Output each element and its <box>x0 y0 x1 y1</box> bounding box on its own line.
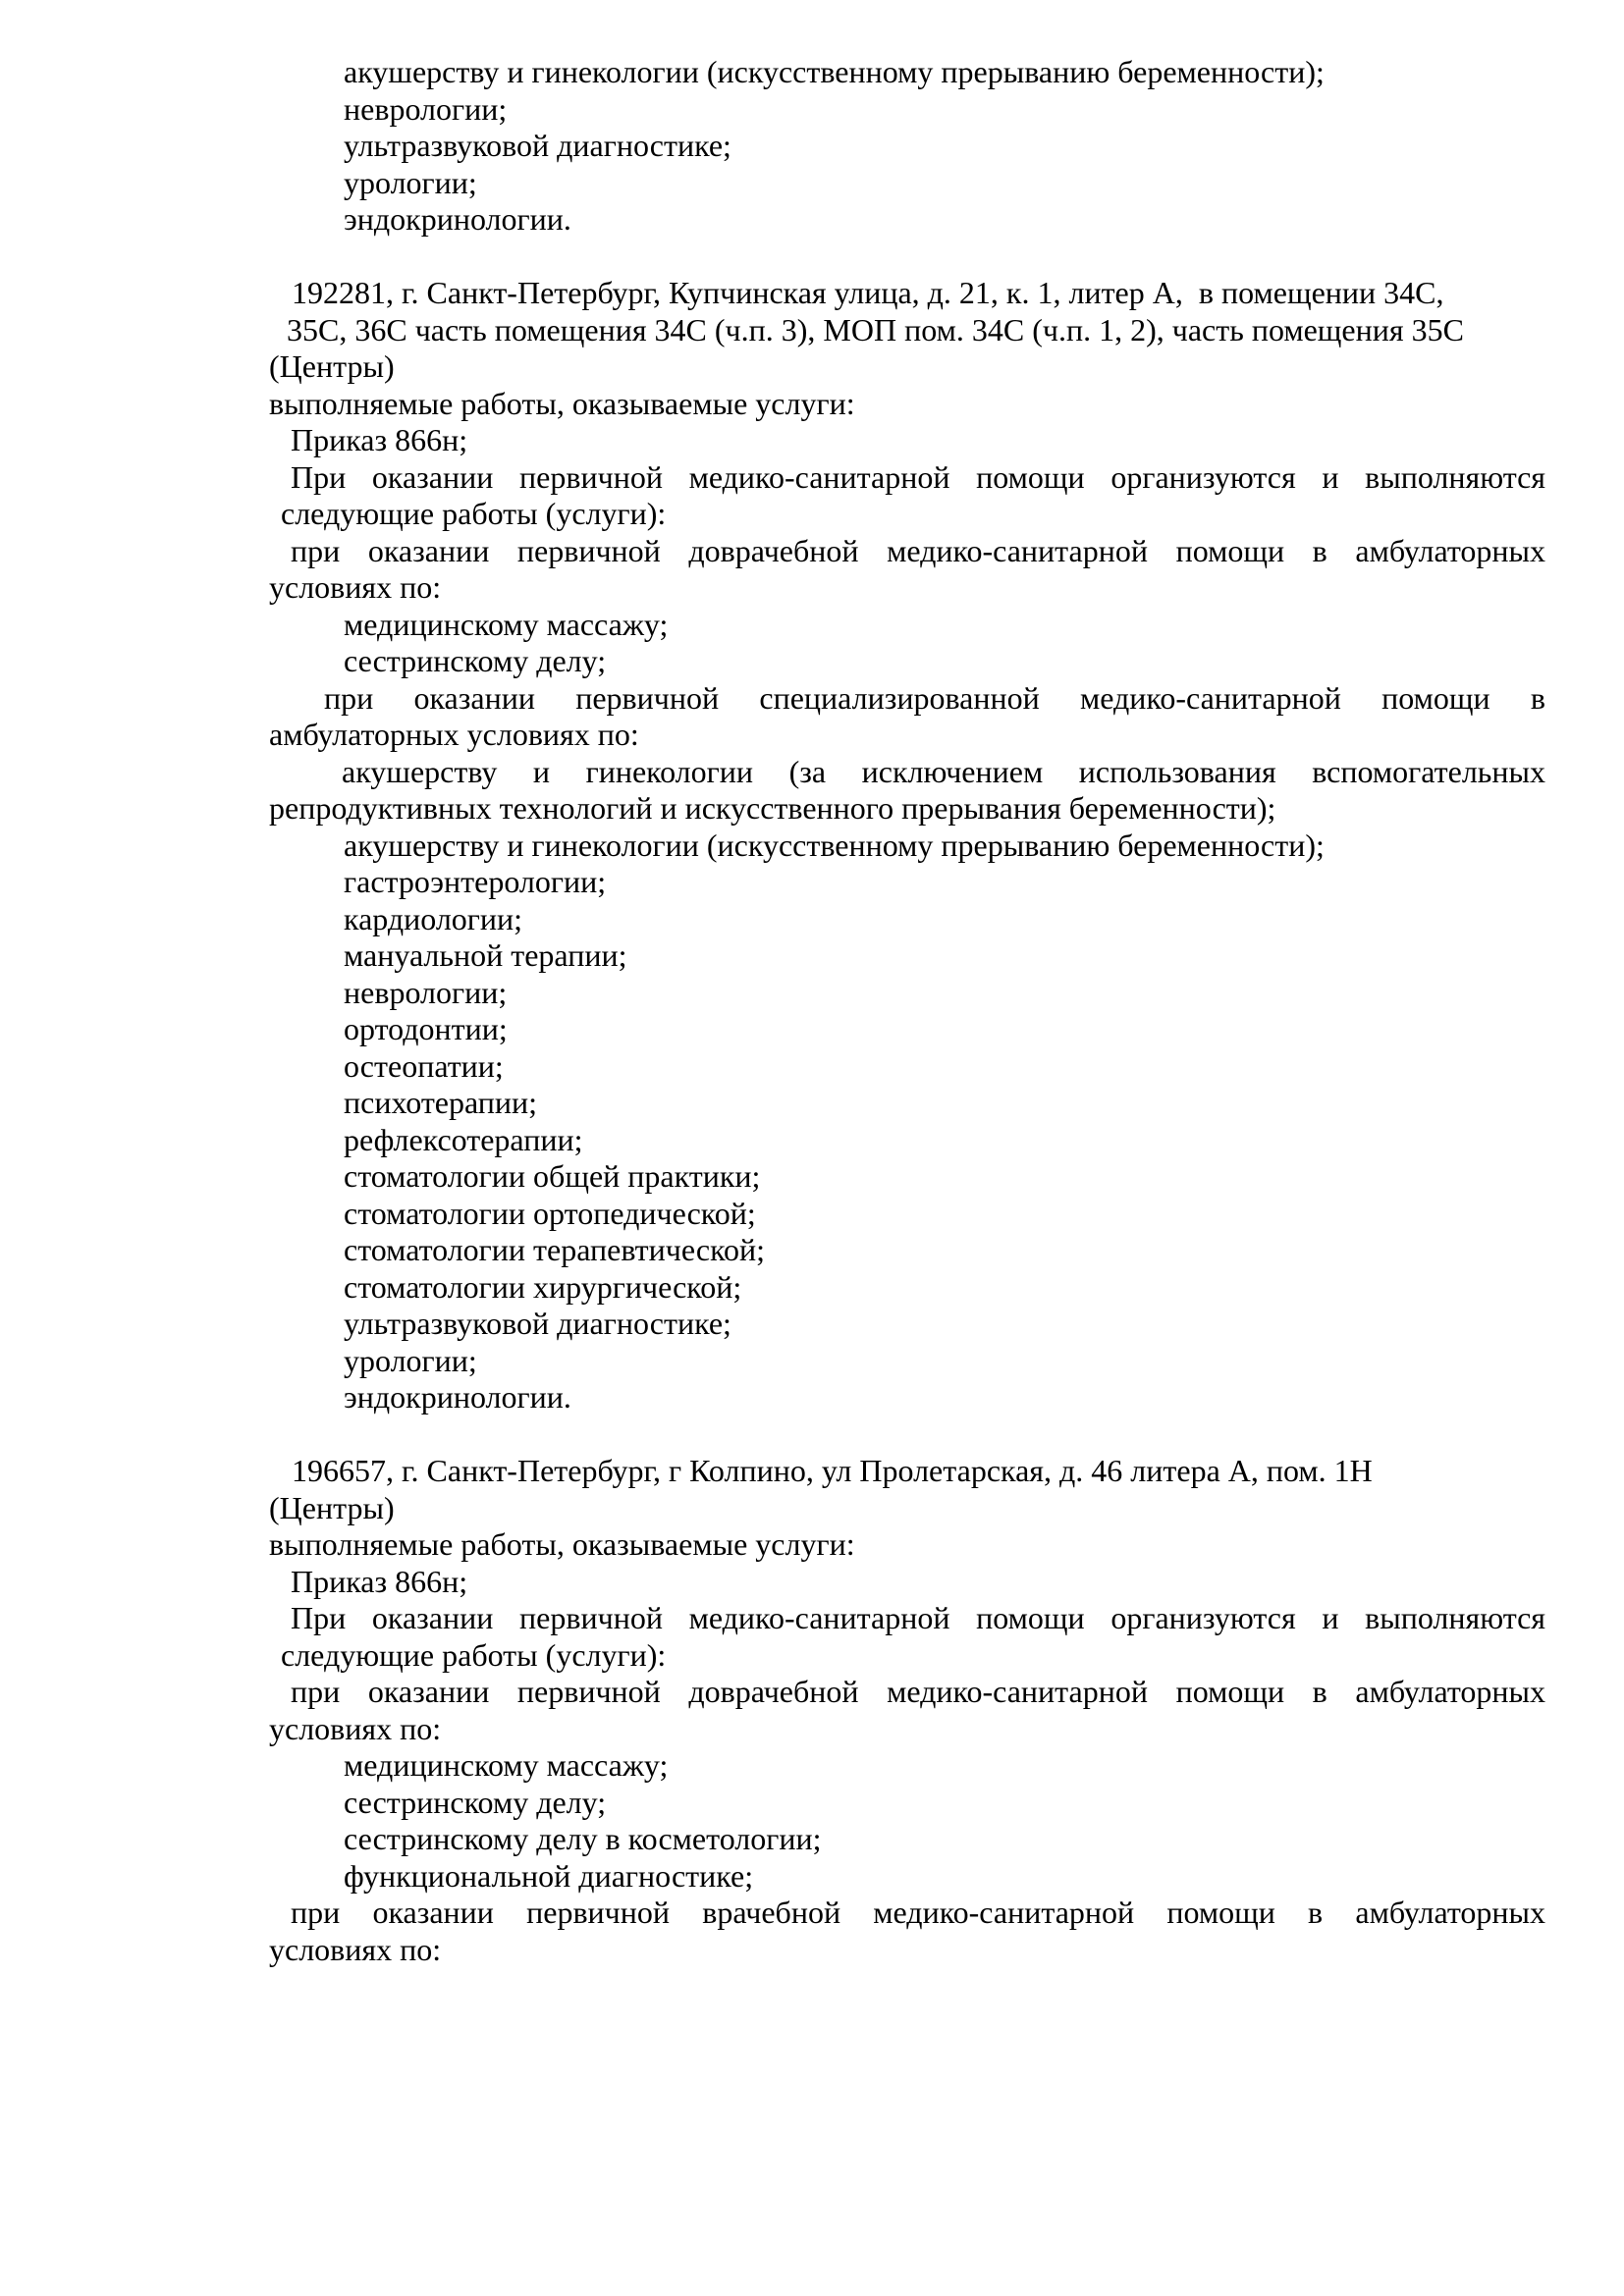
document-line: психотерапии; <box>344 1085 538 1120</box>
document-line: остеопатии; <box>344 1047 504 1084</box>
document-line: акушерству и гинекологии (за исключением использования вспомогательных <box>342 753 1545 789</box>
document-line: выполняемые работы, оказываемые услуги: <box>269 385 855 421</box>
document-line: кардиологии; <box>344 900 523 936</box>
document-line: медицинскому массажу; <box>344 606 669 642</box>
document-line: рефлексотерапии; <box>344 1121 583 1157</box>
document-line: следующие работы (услуги): <box>281 1636 667 1673</box>
document-line: при оказании первичной доврачебной медико-санитарной помощи в амбулаторных <box>291 532 1545 568</box>
document-line: эндокринологии. <box>344 1379 571 1415</box>
document-line: ортодонтии; <box>344 1011 508 1046</box>
document-line: стоматологии терапевтической; <box>344 1232 765 1267</box>
document-body <box>269 54 1545 1968</box>
document-line: сестринскому делу в косметологии; <box>344 1821 822 1856</box>
document-line: условиях по: <box>269 1931 442 1967</box>
document-line: 192281, г. Санкт-Петербург, Купчинская улица, д. 21, к. 1, литер А, в помещении 34С, <box>292 275 1444 310</box>
document-line: неврологии; <box>344 974 508 1010</box>
document-line: (Центры) <box>269 348 395 384</box>
document-line: (Центры) <box>269 1489 395 1525</box>
document-line: условиях по: <box>269 1710 442 1746</box>
document-line: репродуктивных технологий и искусственного прерывания беременности); <box>269 790 1276 826</box>
document-line: условиях по: <box>269 569 442 605</box>
document-line: функциональной диагностике; <box>344 1857 754 1894</box>
document-line: сестринскому делу; <box>344 1784 607 1820</box>
document-line: сестринскому делу; <box>344 643 607 678</box>
services-list-continuation <box>269 54 1545 239</box>
document-line: урологии; <box>344 1342 477 1378</box>
document-line: следующие работы (услуги): <box>281 496 667 531</box>
document-line: При оказании первичной медико-санитарной помощи организуются и выполняются <box>291 458 1545 495</box>
document-line: мануальной терапии; <box>344 937 627 973</box>
document-line: стоматологии хирургической; <box>344 1268 742 1305</box>
document-line: при оказании первичной врачебной медико-санитарной помощи в амбулаторных <box>291 1895 1545 1930</box>
document-line: акушерству и гинекологии (искусственному прерыванию беременности); <box>344 827 1325 863</box>
document-line: неврологии; <box>344 90 508 127</box>
location-192281 <box>269 275 1545 1416</box>
document-line: ультразвуковой диагностике; <box>344 128 731 163</box>
document-line: стоматологии ортопедической; <box>344 1195 756 1231</box>
document-line: урологии; <box>344 164 477 200</box>
document-line: стоматологии общей практики; <box>344 1158 761 1194</box>
document-line: эндокринологии. <box>344 201 571 237</box>
document-line: амбулаторных условиях по: <box>269 717 639 752</box>
document-line: выполняемые работы, оказываемые услуги: <box>269 1526 855 1562</box>
document-line: медицинскому массажу; <box>344 1747 669 1783</box>
document-line: 196657, г. Санкт-Петербург, г Колпино, ул Пролетарская, д. 46 литера А, пом. 1Н <box>292 1453 1373 1488</box>
document-line: при оказании первичной доврачебной медико-санитарной помощи в амбулаторных <box>291 1674 1545 1709</box>
document-line: при оказании первичной специализированной медико-санитарной помощи в <box>324 679 1545 716</box>
document-line: Приказ 866н; <box>291 422 468 457</box>
location-196657 <box>269 1453 1545 1968</box>
document-line: При оказании первичной медико-санитарной помощи организуются и выполняются <box>291 1600 1545 1635</box>
document-line: Приказ 866н; <box>291 1563 468 1599</box>
document-line: 35С, 36С часть помещения 34С (ч.п. 3), МОП пом. 34С (ч.п. 1, 2), часть помещения 35С <box>287 311 1464 347</box>
document-line: гастроэнтерологии; <box>344 864 607 899</box>
document-line: акушерству и гинекологии (искусственному прерыванию беременности); <box>344 54 1325 89</box>
document-line: ультразвуковой диагностике; <box>344 1306 731 1341</box>
